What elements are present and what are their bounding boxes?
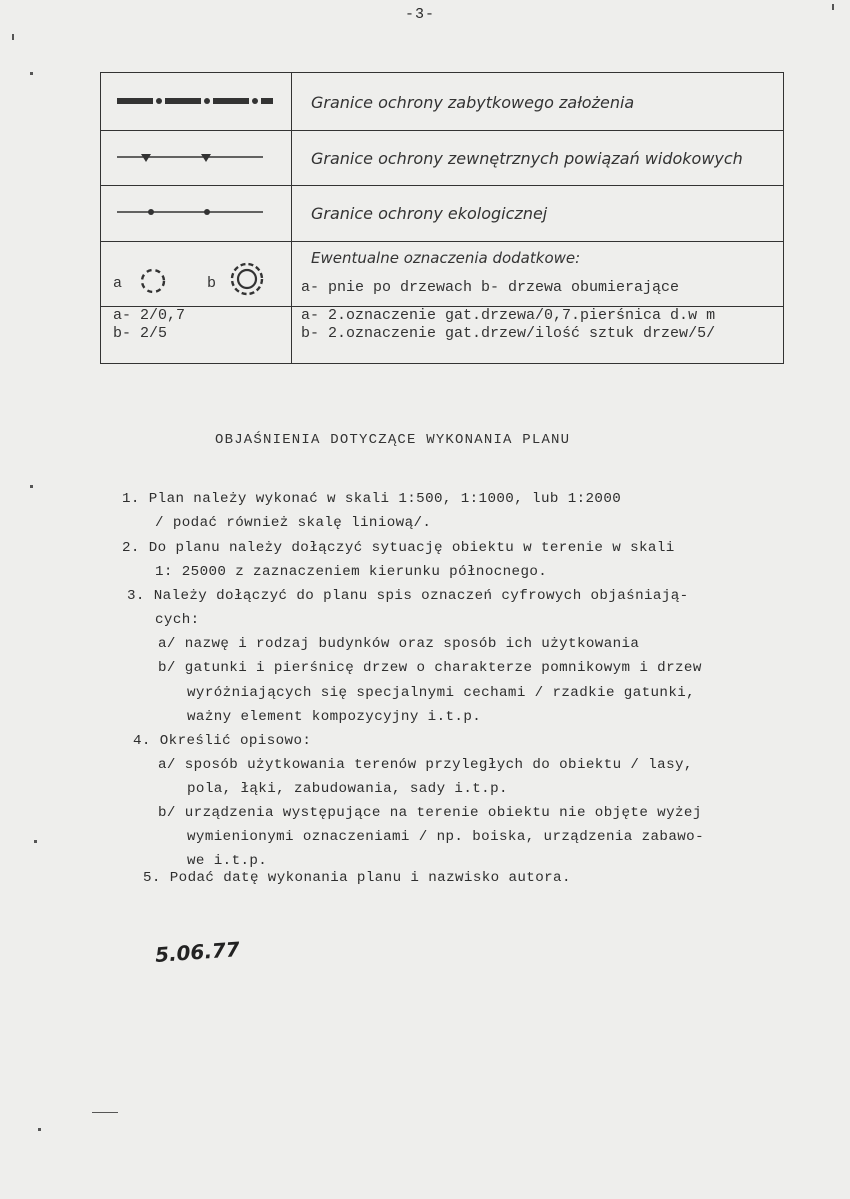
text-line: 1: 25000 z zaznaczeniem kierunku północnego.: [155, 564, 548, 580]
scan-mark: [34, 840, 37, 843]
text-line: pola, łąki, zabudowania, sady i.t.p.: [187, 781, 508, 797]
legend-extra-description: a- pnie po drzewach b- drzewa obumierające: [301, 279, 680, 296]
scan-mark: [832, 4, 834, 10]
legend-row-divider: [101, 185, 783, 186]
scan-mark: [30, 72, 33, 75]
text-line: wyróżniających się specjalnymi cechami / rzadkie gatunki,: [187, 685, 696, 701]
code-b: b- 2/5: [113, 325, 168, 342]
text-line: 1. Plan należy wykonać w skali 1:500, 1:1000, lub 1:2000: [122, 491, 622, 507]
legend-divider: [291, 73, 292, 363]
scan-mark: [38, 1128, 41, 1131]
text-line: 2. Do planu należy dołączyć sytuację obiektu w terenie w skali: [122, 540, 675, 556]
legend-row-3-label: Granice ochrony ekologicznej: [311, 204, 548, 223]
legend-row-divider: [101, 130, 783, 131]
tree-stump-icon: [137, 265, 169, 297]
text-line: a/ sposób użytkowania terenów przyległych do obiektu / lasy,: [158, 757, 693, 773]
monument-boundary-line-icon: [115, 95, 275, 107]
section-heading: OBJAŚNIENIA DOTYCZĄCE WYKONANIA PLANU: [215, 432, 571, 448]
code-a-description: a- 2.oznaczenie gat.drzewa/0,7.pierśnica d.w m: [301, 307, 716, 324]
code-b-description: b- 2.oznaczenie gat.drzew/ilość sztuk drzew/5/: [301, 325, 716, 342]
text-line: 4. Określić opisowo:: [133, 733, 312, 749]
text-line: cych:: [155, 612, 200, 628]
legend-row-1-label: Granice ochrony zabytkowego założenia: [311, 93, 635, 112]
legend-table: [100, 72, 784, 364]
legend-row-2-label: Granice ochrony zewnętrznych powiązań widokowych: [311, 149, 743, 168]
text-line: we i.t.p.: [187, 853, 268, 869]
text-line: 5. Podać datę wykonania planu i nazwisko autora.: [143, 870, 571, 886]
text-line: b/ urządzenia występujące na terenie obiektu nie objęte wyżej: [158, 805, 702, 821]
text-line: / podać również skalę liniową/.: [155, 515, 432, 531]
scan-mark: [30, 485, 33, 488]
dying-tree-icon: [227, 259, 267, 299]
page-number: -3-: [405, 6, 436, 23]
ecological-boundary-line-icon: [115, 206, 265, 218]
text-line: a/ nazwę i rodzaj budynków oraz sposób ich użytkowania: [158, 636, 640, 652]
symbol-b-label: b: [207, 275, 217, 292]
text-line: b/ gatunki i pierśnicę drzew o charakterze pomnikowym i drzew: [158, 660, 702, 676]
view-boundary-line-icon: [115, 151, 265, 165]
text-line: ważny element kompozycyjny i.t.p.: [187, 709, 482, 725]
symbol-a-label: a: [113, 275, 123, 292]
text-line: 3. Należy dołączyć do planu spis oznaczeń cyfrowych objaśniają-: [127, 588, 689, 604]
handwritten-date: 5.06.77: [154, 937, 241, 967]
legend-row-divider: [101, 241, 783, 242]
scan-mark: [92, 1112, 118, 1113]
legend-extra-heading: Ewentualne oznaczenia dodatkowe:: [311, 249, 581, 267]
text-line: wymienionymi oznaczeniami / np. boiska, urządzenia zabawo-: [187, 829, 705, 845]
code-a: a- 2/0,7: [113, 307, 186, 324]
scan-mark: [12, 34, 14, 40]
